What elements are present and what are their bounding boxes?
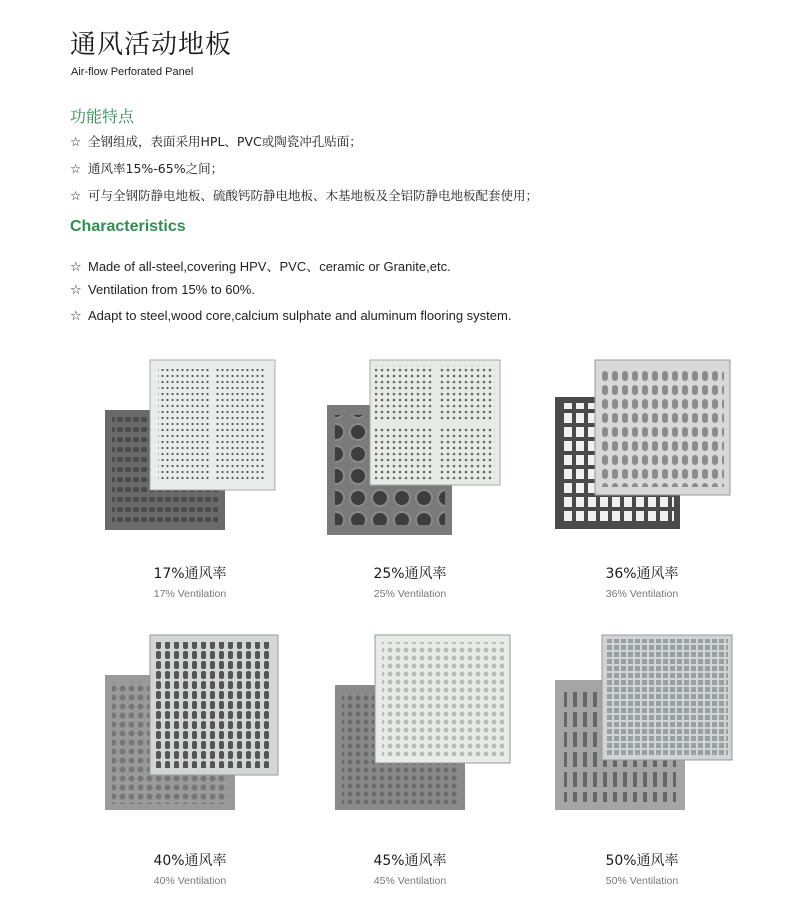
product-label-cn: 17%通风率 <box>153 566 227 582</box>
star-icon: ☆ <box>70 259 82 274</box>
page-subtitle: Air-flow Perforated Panel <box>71 66 194 78</box>
feature-cn-item: ☆ 可与全钢防静电地板、硫酸钙防静电地板、木基地板及全铝防静电地板配套使用； <box>70 188 539 203</box>
product-image-45 <box>330 630 530 815</box>
product-label-cn: 36%通风率 <box>605 566 679 582</box>
star-icon: ☆ <box>70 282 82 297</box>
feature-en-item: ☆ Made of all-steel,covering HPV、PVC、ceramic or Granite,etc. <box>70 259 451 274</box>
product-label-en: 50% Ventilation <box>605 875 679 887</box>
product-label-en: 40% Ventilation <box>153 875 227 887</box>
star-icon: ☆ <box>70 308 82 323</box>
product-image-17 <box>100 355 300 535</box>
features-cn-heading: 功能特点 <box>70 107 135 126</box>
feature-cn-item: ☆ 通风率15%-65%之间； <box>70 161 224 176</box>
product-label-cn: 45%通风率 <box>373 853 447 869</box>
product-label-cn: 40%通风率 <box>153 853 227 869</box>
product-image-36 <box>550 355 750 535</box>
product-label-cn: 50%通风率 <box>605 853 679 869</box>
product-label-en: 25% Ventilation <box>373 588 447 600</box>
product-label-cn: 25%通风率 <box>373 566 447 582</box>
product-image-50 <box>550 630 750 815</box>
product-label-en: 36% Ventilation <box>605 588 679 600</box>
feature-cn-item: ☆ 全钢组成，表面采用HPL、PVC或陶瓷冲孔贴面； <box>70 134 362 149</box>
star-icon: ☆ <box>70 188 82 203</box>
feature-en-item: ☆ Ventilation from 15% to 60%. <box>70 282 255 297</box>
features-en-heading: Characteristics <box>70 218 186 235</box>
star-icon: ☆ <box>70 134 82 149</box>
product-image-25 <box>325 355 525 540</box>
page-title: 通风活动地板 <box>70 30 233 60</box>
star-icon: ☆ <box>70 161 82 176</box>
feature-en-item: ☆ Adapt to steel,wood core,calcium sulphate and aluminum flooring system. <box>70 308 512 323</box>
product-label-en: 45% Ventilation <box>373 875 447 887</box>
product-label-en: 17% Ventilation <box>153 588 227 600</box>
product-image-40 <box>100 630 300 815</box>
